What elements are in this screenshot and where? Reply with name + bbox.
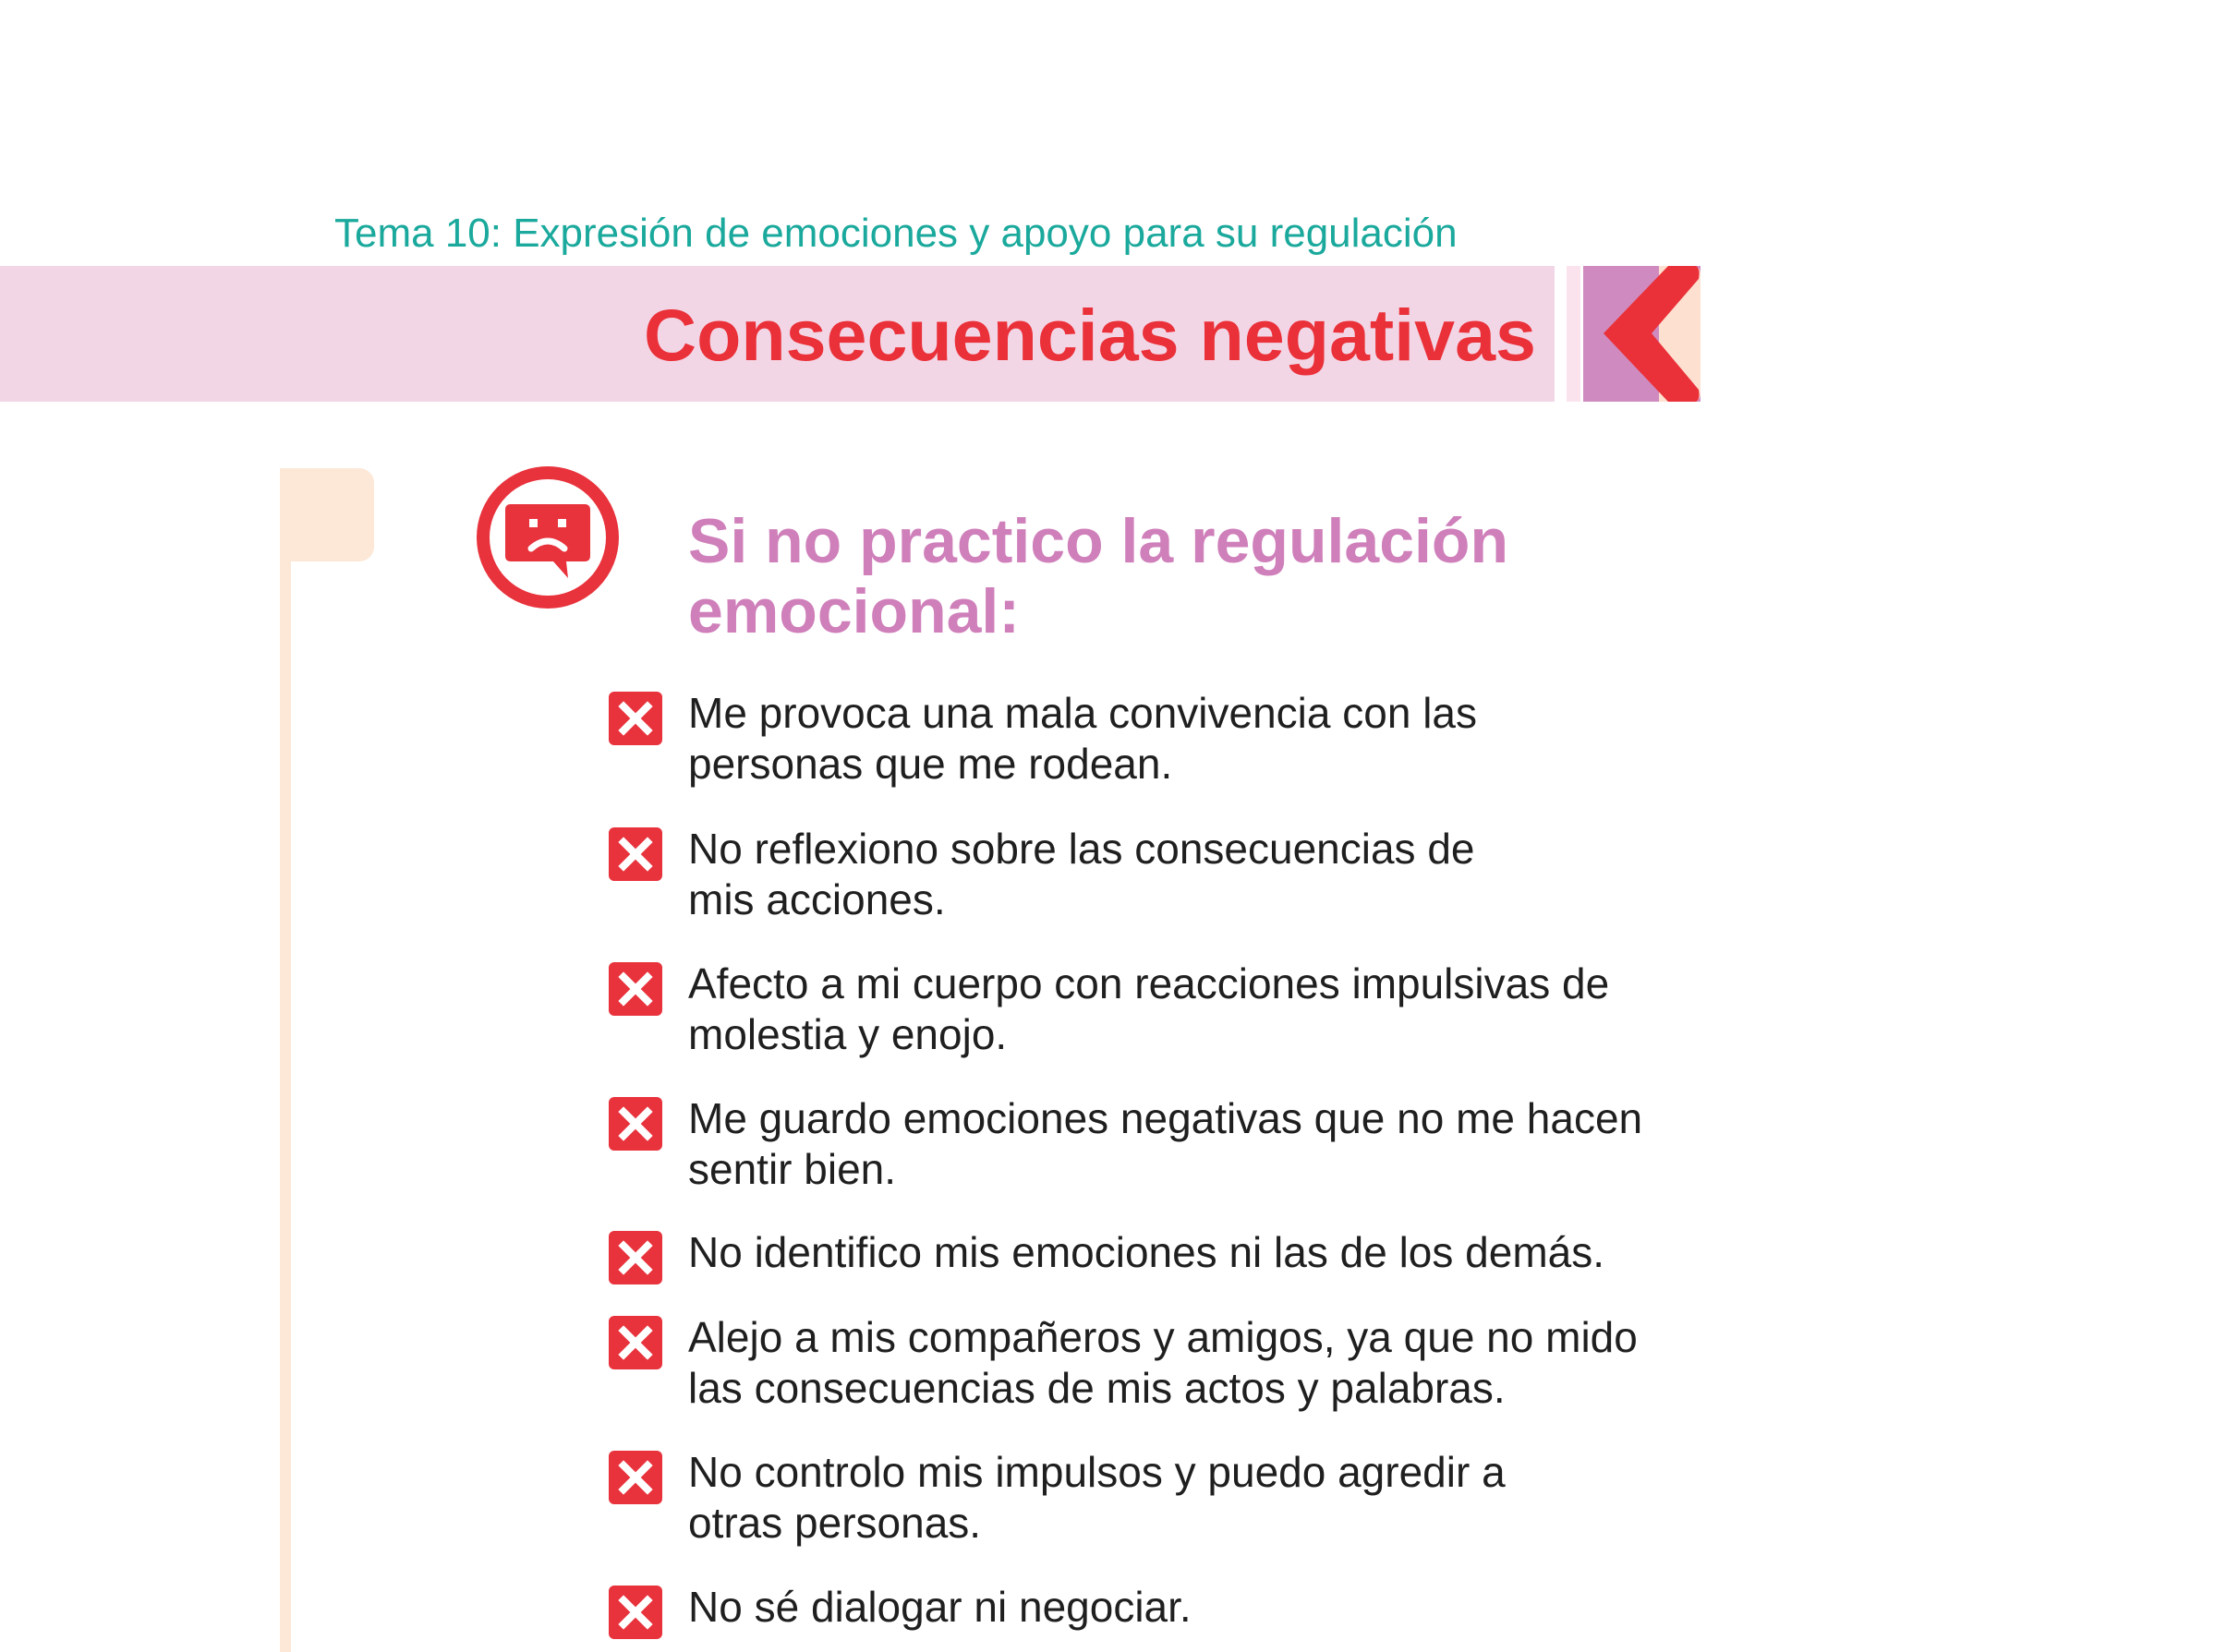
list-item-text: No identifico mis emociones ni las de los demás. bbox=[688, 1228, 1605, 1276]
list-item bbox=[609, 1447, 1717, 1582]
list-item bbox=[609, 1093, 1717, 1227]
cross-icon bbox=[609, 1316, 662, 1369]
cross-icon bbox=[609, 1586, 662, 1639]
cross-icon bbox=[609, 1231, 662, 1284]
page-title: Consecuencias negativas bbox=[644, 294, 1536, 376]
list-item bbox=[609, 1227, 1717, 1312]
list-item-text: Afecto a mi cuerpo con reacciones impulsivas de molestia y enojo. bbox=[688, 959, 1610, 1058]
sad-chat-bubble-icon bbox=[476, 465, 620, 609]
cross-icon bbox=[609, 1097, 662, 1151]
cross-icon bbox=[609, 962, 662, 1016]
chevron-left-icon bbox=[1567, 266, 1701, 402]
side-rail bbox=[280, 468, 291, 1652]
subtitle-line-1: Si no practico la regulación bbox=[688, 506, 1508, 576]
list-item bbox=[609, 824, 1717, 959]
section-subtitle bbox=[688, 506, 1612, 646]
cross-icon bbox=[609, 692, 662, 745]
list-item-text: Alejo a mis compañeros y amigos, ya que no mido las consecuencias de mis actos y palabras. bbox=[688, 1313, 1638, 1412]
list-item bbox=[609, 1582, 1717, 1646]
side-rail-tab bbox=[280, 468, 374, 561]
list-item-text: No controlo mis impulsos y puedo agredir a otras personas. bbox=[688, 1448, 1506, 1547]
topic-heading: Tema 10: Expresión de emociones y apoyo para su regulación bbox=[334, 211, 1458, 256]
list-item-text: Me guardo emociones negativas que no me hacen sentir bien. bbox=[688, 1094, 1643, 1193]
consequences-list bbox=[609, 688, 1717, 1646]
list-item bbox=[609, 1312, 1717, 1447]
cross-icon bbox=[609, 1451, 662, 1504]
list-item bbox=[609, 959, 1717, 1093]
list-item-text: No sé dialogar ni negociar. bbox=[688, 1583, 1192, 1631]
subtitle-line-2: emocional: bbox=[688, 576, 1020, 646]
list-item-text: No reflexiono sobre las consecuencias de mis acciones. bbox=[688, 825, 1475, 923]
list-item-text: Me provoca una mala convivencia con las personas que me rodean. bbox=[688, 689, 1478, 788]
cross-icon bbox=[609, 827, 662, 881]
list-item bbox=[609, 688, 1717, 824]
